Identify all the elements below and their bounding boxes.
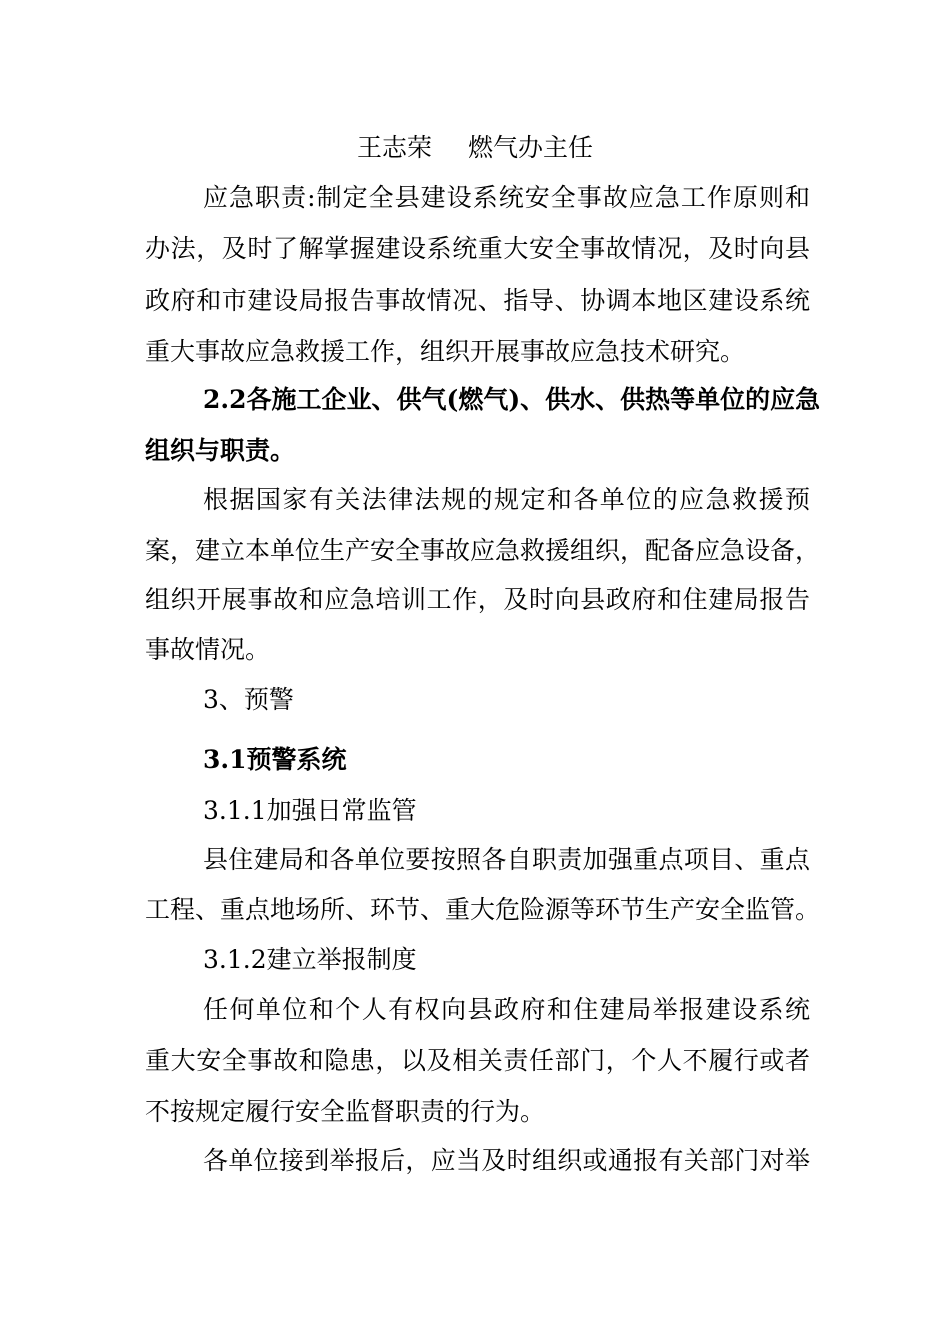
section-3-1-1-body-line-2: 工程、重点地场所、环节、重大危险源等环节生产安全监管。 xyxy=(145,895,821,924)
section-3-1-1-heading: 3.1.1加强日常监管 xyxy=(203,796,417,825)
section-2-2-heading-line-2: 组织与职责。 xyxy=(145,436,296,465)
section-3-1-2-body-line-1: 任何单位和个人有权向县政府和住建局举报建设系统 xyxy=(203,995,810,1024)
section-3-1-heading: 3.1预警系统 xyxy=(203,745,347,774)
section-2-2-body-line-1: 根据国家有关法律法规的规定和各单位的应急救援预 xyxy=(203,485,810,514)
section-3-1-2-body-line-2: 重大安全事故和隐患，以及相关责任部门，个人不履行或者 xyxy=(145,1046,810,1075)
section-2-2-body-line-2: 案，建立本单位生产安全事故应急救援组织，配备应急设备， xyxy=(145,536,821,565)
section-2-2-body-line-3: 组织开展事故和应急培训工作，及时向县政府和住建局报告 xyxy=(145,585,810,614)
header-title: 燃气办主任 xyxy=(468,133,594,162)
header-name: 王志荣 xyxy=(356,133,432,162)
header-line xyxy=(0,133,950,163)
section-3-1-2-heading: 3.1.2建立举报制度 xyxy=(203,945,417,974)
responsibility-line-1: 应急职责:制定全县建设系统安全事故应急工作原则和 xyxy=(203,183,810,212)
section-2-2-heading-line-1: 2.2各施工企业、供气(燃气)、供水、供热等单位的应急 xyxy=(203,385,821,414)
section-3-1-1-body-line-1: 县住建局和各单位要按照各自职责加强重点项目、重点 xyxy=(203,845,810,874)
responsibility-line-4: 重大事故应急救援工作，组织开展事故应急技术研究。 xyxy=(145,337,746,366)
section-2-2-body-line-4: 事故情况。 xyxy=(145,635,271,664)
responsibility-line-3: 政府和市建设局报告事故情况、指导、协调本地区建设系统 xyxy=(145,286,810,315)
section-3-heading: 3、预警 xyxy=(203,685,294,714)
section-3-1-2-body-line-3: 不按规定履行安全监督职责的行为。 xyxy=(145,1097,546,1126)
report-handling-line-1: 各单位接到举报后，应当及时组织或通报有关部门对举 xyxy=(203,1146,810,1175)
responsibility-line-2: 办法，及时了解掌握建设系统重大安全事故情况，及时向县 xyxy=(145,234,810,263)
